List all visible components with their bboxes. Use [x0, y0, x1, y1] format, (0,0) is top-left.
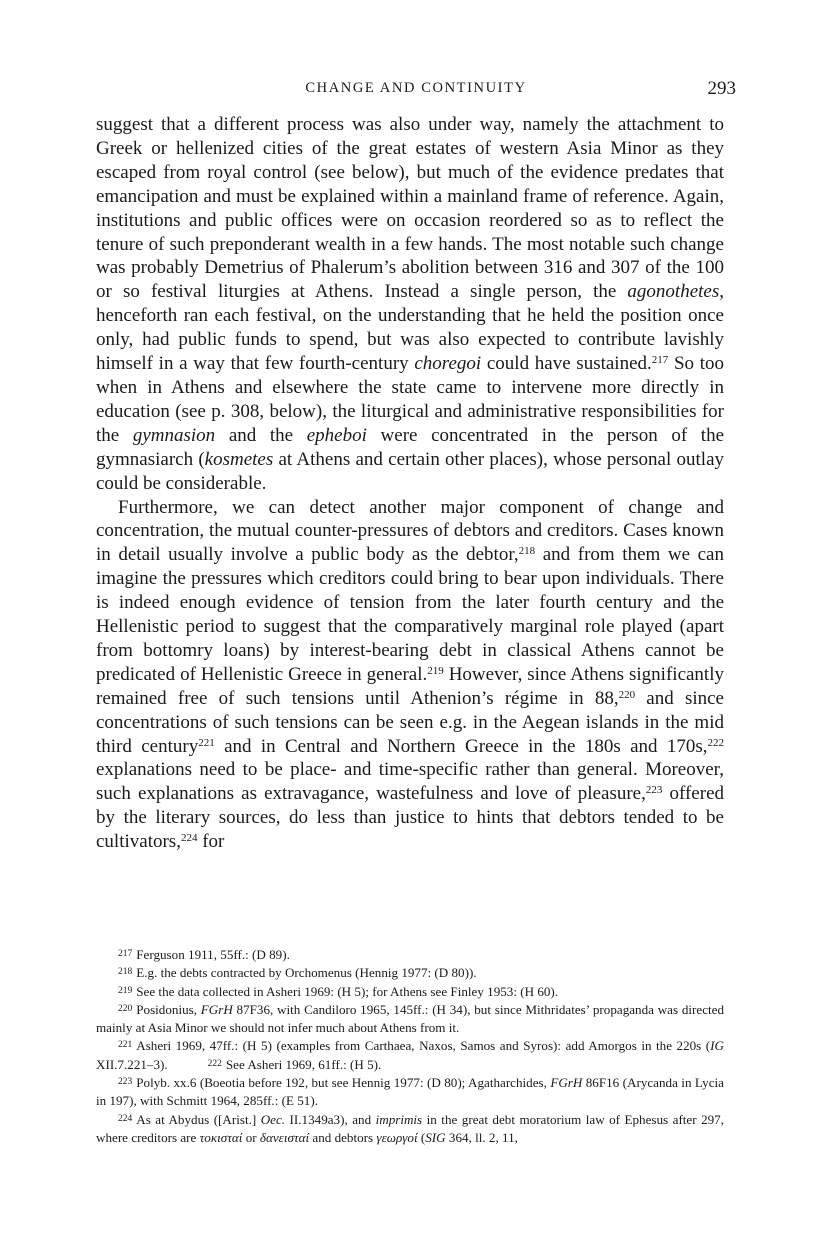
footnote-ref-222: 222	[707, 736, 724, 749]
footnote-224: $^{224}$ As at Abydus ([Arist.] Oec. II.1349a3), and imprimis in the great debt moratorium law of Ephesus after 297, where creditors are τοκισταί or δανεισταί and debtors γεωργοί (SIG 364, ll. 2, 11,	[96, 1111, 724, 1145]
footnote-ref-217: 217	[651, 354, 669, 367]
term-gymnasion: gymnasion	[132, 424, 216, 446]
footnote-ref-221: 221	[198, 736, 215, 749]
term-epheboi: epheboi	[306, 424, 367, 446]
term-choregoi: choregoi	[414, 353, 482, 375]
footnote-222: See Asheri 1969, 61ff.: (H 5).	[225, 1056, 382, 1072]
footnote-221: $^{221}$ Asheri 1969, 47ff.: (H 5) (examples from Carthaea, Naxos, Samos and Syros): add Amorgos in the 220s (IG XII.7.221–3). $^{222}$ See Asheri 1969, 61ff.: (H 5).	[96, 1038, 724, 1072]
footnote-218: $^{218}$ E.g. the debts contracted by Orchomenus (Hennig 1977: (D 80)).	[118, 965, 477, 981]
footnotes	[96, 946, 724, 1147]
footnote-ref-218: 218	[518, 545, 536, 558]
running-head	[96, 78, 736, 102]
term-kosmetes: kosmetes	[204, 448, 274, 470]
page-number: 293	[707, 78, 736, 99]
paragraph-1: suggest that a different process was also under way, namely the attachment to Greek or hellenized cities of the great estates of western Asia Minor as they escaped from royal control (see below), but much of the evidence predates that emancipation and must be explained within a mainland frame of reference. Again, institutions and public offices were on occasion reordered so as to reflect the tenure of such preponderant wealth in a few hands. The most notable such change was probably Demetrius of Phalerum’s abolition between 316 and 307 of the 100 or so festival liturgies at Athens. Instead a single person, the agonothetes, henceforth ran each festival, on the understanding that he held the position once only, had public funds to spend, but was also expected to contribute lavishly himself in a way that few fourth-century choregoi could have sustained.$^{217}$ So too when in Athens and elsewhere the state came to intervene more directly in education (see p. 308, below), the liturgical and administrative responsibilities for the gymnasion and the epheboi were concentrated in the person of the gymnasiarch (kosmetes at Athens and certain other places), whose personal outlay could be considerable.	[96, 114, 725, 494]
paragraph-2: Furthermore, we can detect another major component of change and concentration, the mutual counter-pressures of debtors and creditors. Cases known in detail usually involve a public body as the debtor,$^{218}$ and from them we can imagine the pressures which creditors could bring to bear upon individuals. There is indeed enough evidence of tension from the later fourth century and the Hellenistic period to suggest that the comparatively marginal role played (apart from bottomry loans) by interest-bearing debt in classical Athens cannot be predicated of Hellenistic Greece in general.$^{219}$ However, since Athens significantly remained free of such tensions until Athenion’s régime in 88,$^{220}$ and since concentrations of such tensions can be seen e.g. in the Aegean islands in the mid third century$^{221}$ and in Central and Northern Greece in the 180s and 170s,$^{222}$ explanations need to be place- and time-specific rather than general. Moreover, such explanations as extravagance, wastefulness and love of pleasure,$^{223}$ offered by the literary sources, do less than justice to hints that debtors tended to be cultivators,$^{224}$ for	[96, 496, 725, 853]
footnote-223: $^{223}$ Polyb. xx.6 (Boeotia before 192, but see Hennig 1977: (D 80); Agatharchides, FGrH 86F16 (Arycanda in Lycia in 197), with Schmitt 1964, 285ff.: (E 51).	[96, 1075, 724, 1109]
footnote-217: $^{217}$ Ferguson 1911, 55ff.: (D 89).	[118, 947, 290, 962]
footnote-219: $^{219}$ See the data collected in Asheri 1969: (H 5); for Athens see Finley 1953: (H 60).	[118, 983, 559, 999]
footnote-222-num: 222	[207, 1058, 222, 1069]
footnote-ref-224: 224	[180, 832, 198, 845]
main-text	[96, 113, 724, 854]
footnote-220: $^{220}$ Posidonius, FGrH 87F36, with Candiloro 1965, 145ff.: (H 34), but since Mithridates’ propaganda was directed mainly at Asia Minor we should not infer much about Athens from it.	[96, 1001, 724, 1036]
footnote-ref-223: 223	[645, 784, 663, 797]
footnote-ref-220: 220	[618, 688, 636, 701]
running-title: CHANGE AND CONTINUITY	[305, 80, 527, 96]
footnote-ref-219: 219	[427, 664, 444, 677]
term-agonothetes: agonothetes	[627, 281, 720, 303]
